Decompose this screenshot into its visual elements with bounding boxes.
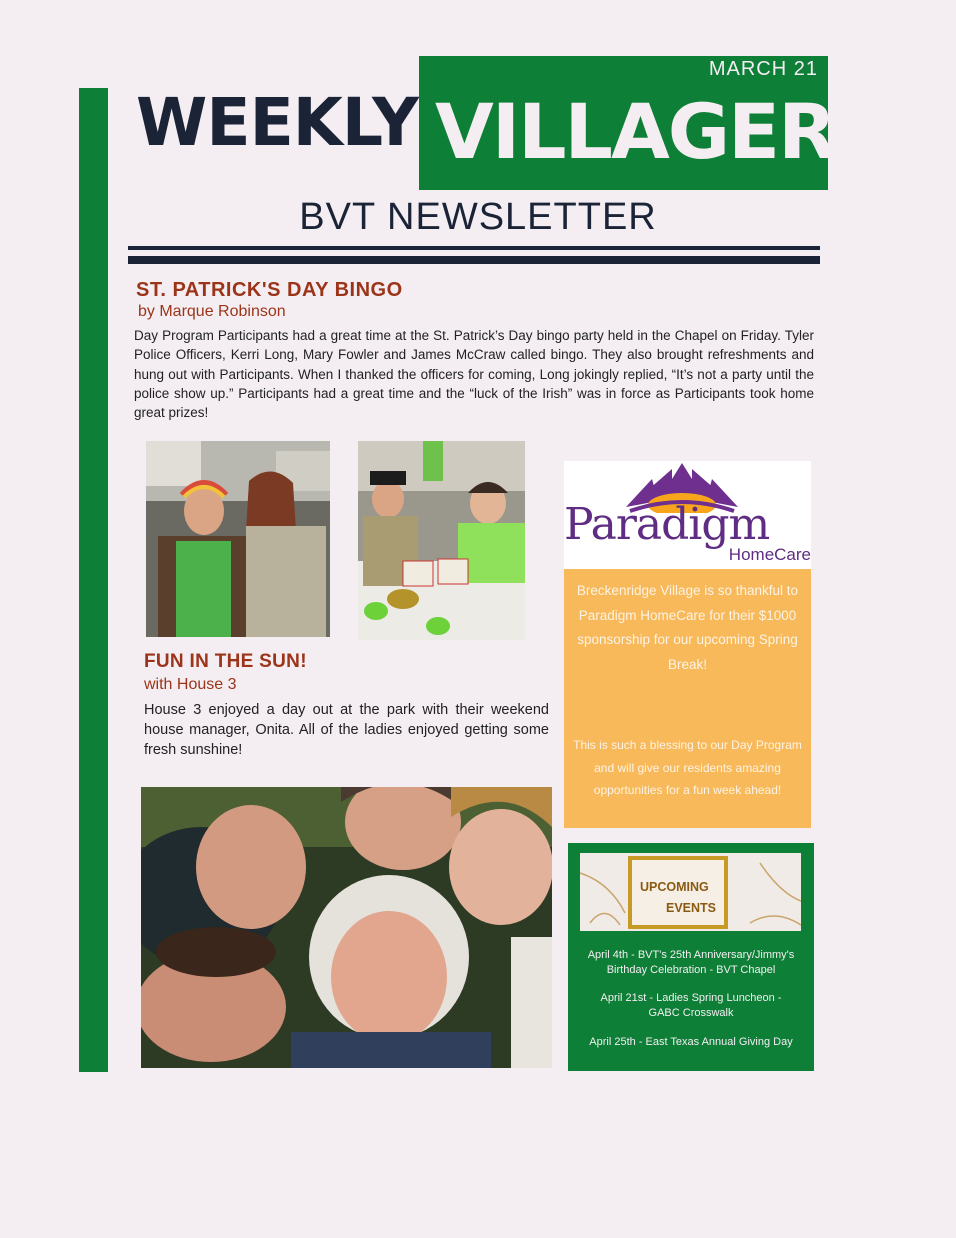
bingo-photo-2-image [358,441,525,640]
event-item: April 25th - East Texas Annual Giving Day [589,1036,793,1048]
newsletter-subtitle: BVT NEWSLETTER [299,196,657,238]
article-byline-sun: with House 3 [144,676,237,693]
title-weekly: WEEKLY [136,84,418,161]
bingo-photo-1 [146,441,330,637]
sponsor-blessing-text: This is such a blessing to our Day Program and will give our residents amazing opportunities for a fun week ahead! [573,738,802,797]
sponsor-note [564,569,811,828]
events-title-line2: EVENTS [666,901,717,915]
issue-date: MARCH 21 [708,58,818,80]
events-frame [628,856,728,929]
paradigm-logo [564,461,811,569]
article-heading-bingo: ST. PATRICK'S DAY BINGO [136,279,403,301]
bingo-photo-1-image [146,441,330,637]
house3-group-photo [141,787,552,1068]
sponsor-thanks-text: Breckenridge Village is so thankful to Paradigm HomeCare for their $1000 sponsorship for our upcoming Spring Break! [576,583,799,672]
title-villager: VILLAGER [435,87,835,176]
events-title-line1: UPCOMING [640,880,709,894]
article-body-bingo: Day Program Participants had a great time at the St. Patrick’s Day bingo party held in the Chapel on Friday. Tyler Police Officers, Kerri Long, Mary Fowler and James McCraw called bingo. They also brought refreshments and hung out with Participants. When I thanked the officers for coming, Long jokingly replied, “It’s not a party until the police show up.” Participants had a great time and the “luck of the Irish” was in force as Participants took home great prizes! [134,328,814,421]
bingo-photo-2 [358,441,525,640]
divider-thin [128,246,820,250]
paradigm-logo-subtext: HomeCare [728,545,811,564]
event-item: April 21st - Ladies Spring Luncheon - GABC Crosswalk [600,992,782,1019]
article-body-sun: House 3 enjoyed a day out at the park with their weekend house manager, Onita. All of the ladies enjoyed getting some fresh sunshine! [144,702,549,758]
divider-thick [128,256,820,264]
events-banner [580,853,801,931]
title-villager-box [419,56,835,190]
paradigm-logo-text: Paradigm [564,499,770,550]
house3-group-photo-image [141,787,552,1068]
event-item: April 4th - BVT's 25th Anniversary/Jimmy's Birthday Celebration - BVT Chapel [587,949,795,976]
article-byline-bingo: by Marque Robinson [138,303,286,320]
article-heading-sun: FUN IN THE SUN! [144,651,307,672]
upcoming-events-panel [568,843,814,1071]
